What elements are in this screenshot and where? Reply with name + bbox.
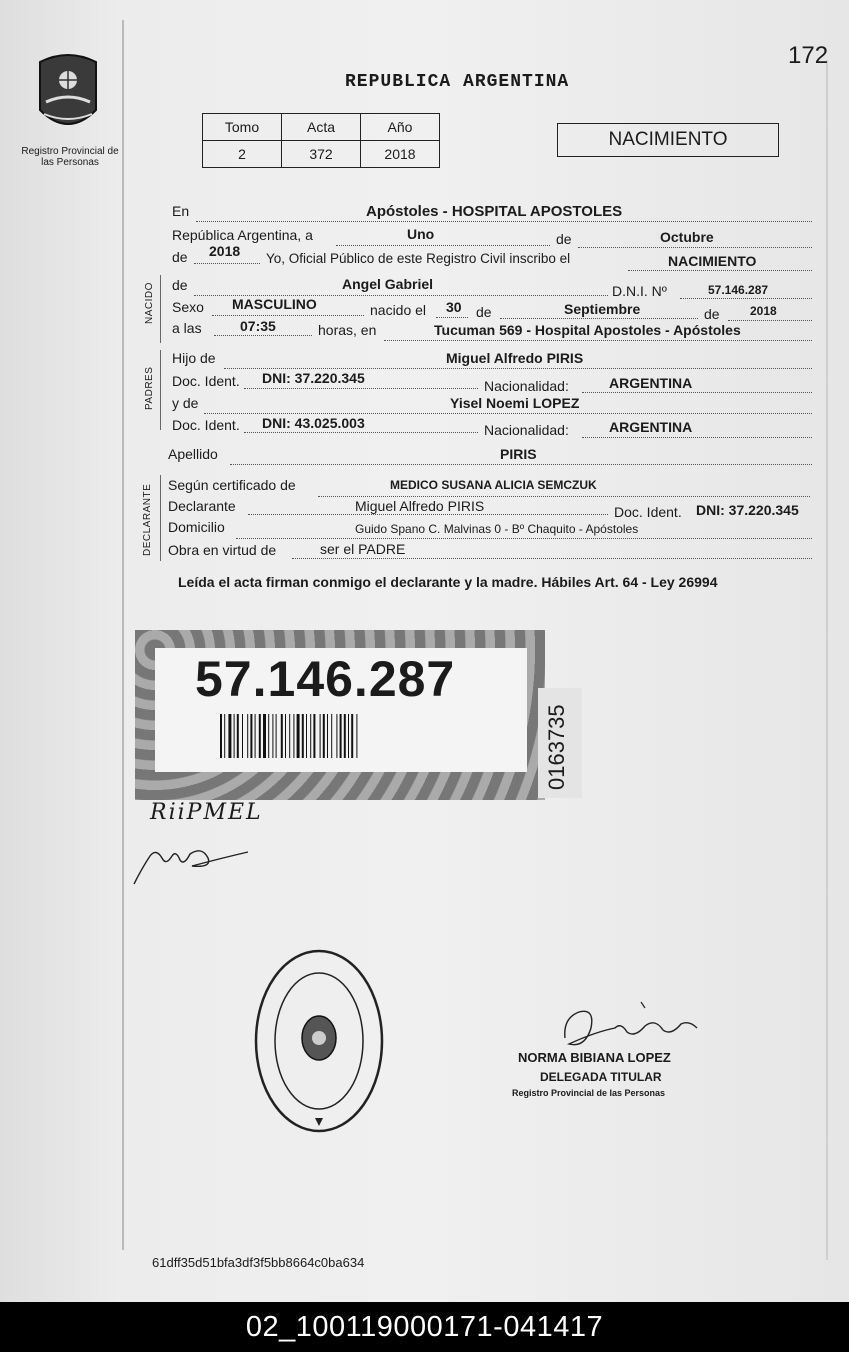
child-name-value: Angel Gabriel <box>342 276 434 292</box>
dotted-line <box>248 514 608 515</box>
label-yo: Yo, Oficial Público de este Registro Civil inscribo el <box>266 251 571 266</box>
mother-value: Yisel Noemi LOPEZ <box>450 395 580 411</box>
birth-year-value: 2018 <box>750 304 777 318</box>
label-apellido: Apellido <box>168 446 218 462</box>
certificate-value: MEDICO SUSANA ALICIA SEMCZUK <box>390 478 597 492</box>
label-de-2: de <box>476 304 492 320</box>
dotted-line <box>336 245 550 246</box>
dotted-line <box>244 432 478 433</box>
label-hijo-de: Hijo de <box>172 350 216 366</box>
side-number: 0163735 <box>544 704 569 790</box>
officer-role: DELEGADA TITULAR <box>540 1070 662 1084</box>
dotted-line <box>436 317 468 318</box>
document-hash: 61dff35d51bfa3df3f5bb8664c0ba634 <box>152 1255 365 1270</box>
dotted-line <box>244 388 478 389</box>
official-seal <box>252 946 386 1136</box>
page-number: 172 <box>788 42 829 69</box>
dotted-line <box>230 464 812 465</box>
dotted-line <box>582 437 812 438</box>
day-value: Uno <box>407 226 435 242</box>
dotted-line <box>318 496 810 497</box>
acta-header: Acta <box>282 114 361 141</box>
declarant-signature <box>132 838 252 888</box>
officer-name: NORMA BIBIANA LOPEZ <box>518 1050 671 1065</box>
label-sexo: Sexo <box>172 299 204 315</box>
label-declarante: Declarante <box>168 498 236 514</box>
dotted-line <box>194 263 260 264</box>
label-obra: Obra en virtud de <box>168 542 277 558</box>
label-y-de: y de <box>172 395 199 411</box>
section-bracket <box>160 350 161 430</box>
label-en: En <box>172 203 190 219</box>
by-virtue-value: ser el PADRE <box>320 541 406 557</box>
dotted-line <box>214 335 312 336</box>
dotted-line <box>728 320 812 321</box>
volume-table <box>202 113 440 168</box>
section-bracket <box>160 275 161 343</box>
tomo-value: 2 <box>203 141 282 168</box>
father-value: Miguel Alfredo PIRIS <box>446 350 584 366</box>
label-nacionalidad-father: Nacionalidad: <box>484 378 569 394</box>
officer-organization: Registro Provincial de las Personas <box>512 1088 666 1098</box>
tomo-header: Tomo <box>203 114 282 141</box>
label-republica: República Argentina, a <box>172 227 313 243</box>
label-a-las: a las <box>172 320 202 336</box>
section-bracket <box>160 475 161 561</box>
dotted-line <box>680 298 812 299</box>
closing-text: Leída el acta firman conmigo el declarante y la madre. Hábiles Art. 64 - Ley 26994 <box>178 574 718 590</box>
birth-day-value: 30 <box>446 299 462 315</box>
place-value: Apóstoles - HOSPITAL APOSTOLES <box>366 203 623 220</box>
label-segun: Según certificado de <box>168 477 296 493</box>
dotted-line <box>204 413 812 414</box>
bottom-code-bar: 02_100119000171-041417 <box>0 1302 849 1352</box>
declarant-doc-value: DNI: 37.220.345 <box>696 502 799 518</box>
month-value: Octubre <box>660 229 714 245</box>
side-label-nacido: NACIDO <box>144 282 155 324</box>
label-doc-ident-declarant: Doc. Ident. <box>614 504 682 520</box>
child-dni-value: 57.146.287 <box>708 283 769 297</box>
label-horas-en: horas, en <box>318 322 377 338</box>
anio-header: Año <box>361 114 440 141</box>
father-nationality-value: ARGENTINA <box>609 375 693 391</box>
label-doc-ident-father: Doc. Ident. <box>172 373 240 389</box>
dotted-line <box>500 318 698 319</box>
label-nacido-el: nacido el <box>370 302 427 318</box>
side-label-padres: PADRES <box>144 366 155 410</box>
barcode-bars <box>220 714 446 758</box>
record-value: NACIMIENTO <box>668 253 757 269</box>
label-de-name: de <box>172 277 188 293</box>
birth-month-value: Septiembre <box>564 301 641 317</box>
mother-doc-value: DNI: 43.025.003 <box>262 415 365 431</box>
dotted-line <box>578 247 812 248</box>
anio-value: 2018 <box>361 141 440 168</box>
year-value: 2018 <box>209 243 241 259</box>
document-title: REPUBLICA ARGENTINA <box>345 72 570 92</box>
dotted-line <box>224 368 812 369</box>
dotted-line <box>628 270 812 271</box>
address-value: Guido Spano C. Malvinas 0 - Bº Chaquito - Apóstoles <box>355 522 639 536</box>
label-de-year: de <box>172 249 188 265</box>
label-nacionalidad-mother: Nacionalidad: <box>484 422 569 438</box>
page-edge-right <box>826 60 828 1260</box>
dotted-line <box>236 538 812 539</box>
birth-place-value: Tucuman 569 - Hospital Apostoles - Apóstoles <box>434 322 741 338</box>
surname-value: PIRIS <box>500 446 537 462</box>
province-logo <box>32 52 104 140</box>
record-type-box: NACIMIENTO <box>557 123 779 157</box>
time-value: 07:35 <box>240 318 276 334</box>
officer-signature <box>555 998 705 1058</box>
dotted-line <box>582 392 812 393</box>
label-doc-ident-mother: Doc. Ident. <box>172 417 240 433</box>
label-de-3: de <box>704 306 720 322</box>
barcode-number: 57.146.287 <box>195 651 456 707</box>
label-domicilio: Domicilio <box>168 519 225 535</box>
dotted-line <box>384 340 812 341</box>
father-doc-value: DNI: 37.220.345 <box>262 370 365 386</box>
label-de: de <box>556 231 572 247</box>
dotted-line <box>212 315 364 316</box>
acta-value: 372 <box>282 141 361 168</box>
side-label-declarante: DECLARANTE <box>142 483 153 556</box>
label-dni: D.N.I. Nº <box>612 283 667 299</box>
sex-value: MASCULINO <box>232 296 317 312</box>
dotted-line <box>196 221 812 222</box>
declarant-value: Miguel Alfredo PIRIS <box>355 498 485 514</box>
handwritten-name: RiiPMEL <box>150 800 263 825</box>
page-edge-left <box>122 20 124 1250</box>
mother-nationality-value: ARGENTINA <box>609 419 693 435</box>
dotted-line <box>292 558 812 559</box>
logo-caption: Registro Provincial de las Personas <box>21 146 119 168</box>
